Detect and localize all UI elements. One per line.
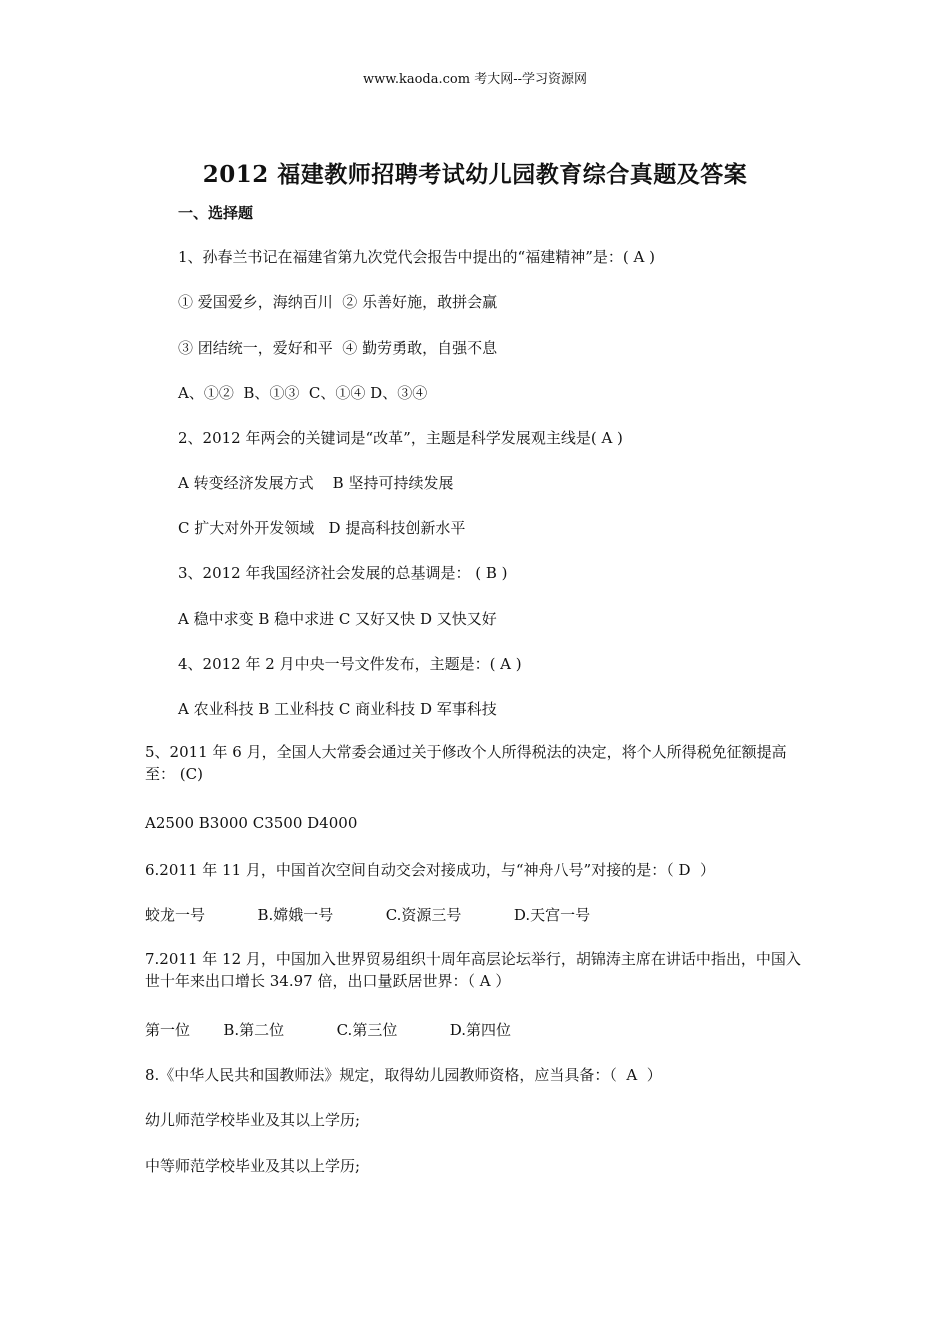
q1-options-row-2: ③ 团结统一，爱好和平 ④ 勤劳勇敢，自强不息 [178, 339, 498, 357]
q3-choices: A 稳中求变 B 稳中求进 C 又好又快 D 又快又好 [178, 610, 497, 628]
question-3: 3、2012 年我国经济社会发展的总基调是： ( B ) [178, 564, 508, 582]
question-5: 5、2011 年 6 月，全国人大常委会通过关于修改个人所得税法的决定，将个人所得税免征额提高至： (C) [145, 743, 787, 783]
question-4: 4、2012 年 2 月中央一号文件发布，主题是：( A ) [178, 655, 522, 673]
q5-choices: A2500 B3000 C3500 D4000 [145, 814, 358, 832]
question-7: 7.2011 年 12 月，中国加入世界贸易组织十周年高层论坛举行，胡锦涛主席在讲话中指出，中国入世十年来出口增长 34.97 倍，出口量跃居世界：（ A ） [145, 950, 801, 990]
q8-option-b: 中等师范学校毕业及其以上学历; [145, 1157, 361, 1175]
q1-options-row-1: ① 爱国爱乡，海纳百川 ② 乐善好施，敢拼会赢 [178, 293, 498, 311]
q7-choices: 第一位 B.第二位 C.第三位 D.第四位 [145, 1021, 512, 1039]
q8-option-a: 幼儿师范学校毕业及其以上学历; [145, 1111, 361, 1129]
question-2: 2、2012 年两会的关键词是“改革”，主题是科学发展观主线是( A ) [178, 429, 623, 447]
site-header: www.kaoda.com 考大网--学习资源网 [363, 72, 587, 87]
q2-choices-row-2: C 扩大对外开发领域 D 提高科技创新水平 [178, 519, 466, 537]
q6-choices: 蛟龙一号 B.嫦娥一号 C.资源三号 D.天宫一号 [145, 906, 591, 924]
q4-choices: A 农业科技 B 工业科技 C 商业科技 D 军事科技 [178, 700, 497, 718]
q2-choices-row-1: A 转变经济发展方式 B 坚持可持续发展 [178, 474, 454, 492]
q1-choices: A、①② B、①③ C、①④ D、③④ [178, 384, 428, 402]
question-6: 6.2011 年 11 月，中国首次空间自动交会对接成功，与“神舟八号”对接的是：（ D ） [145, 861, 716, 879]
question-8: 8.《中华人民共和国教师法》规定，取得幼儿园教师资格，应当具备：（ A ） [145, 1066, 662, 1084]
question-1: 1、孙春兰书记在福建省第九次党代会报告中提出的“福建精神”是：( A ) [178, 248, 655, 266]
document-title: 2012 福建教师招聘考试幼儿园教育综合真题及答案 [202, 161, 748, 188]
section-heading: 一、选择题 [178, 204, 254, 222]
